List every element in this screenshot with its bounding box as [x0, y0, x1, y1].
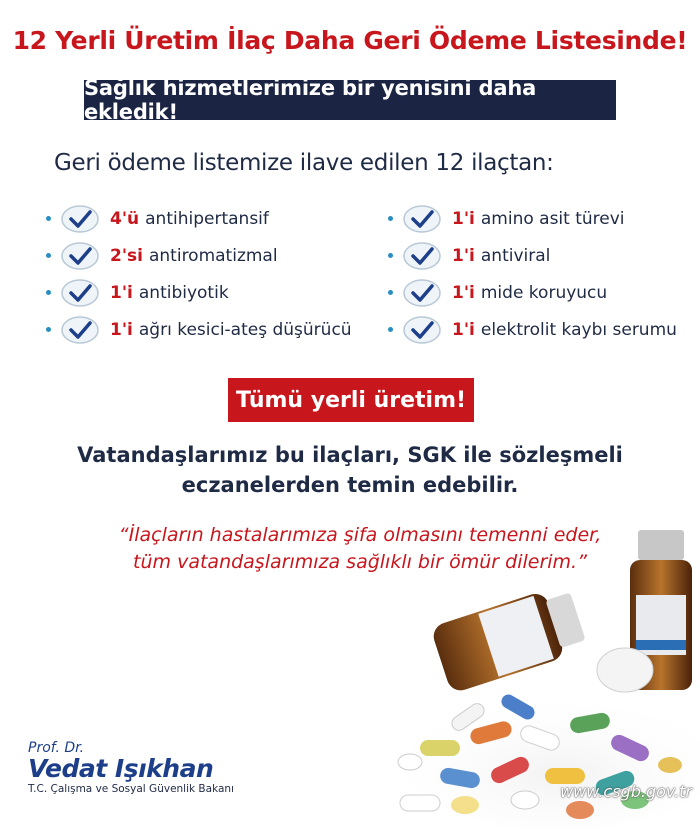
signature: [28, 740, 234, 795]
info-text: [0, 440, 700, 500]
highlight-banner: [228, 378, 474, 422]
item-label: antihipertansif: [145, 208, 269, 229]
page-title: 12 Yerli Üretim İlaç Daha Geri Ödeme Listesinde!: [12, 26, 688, 55]
info-line-1: Vatandaşlarımız bu ilaçları, SGK ile sözleşmeli: [77, 443, 623, 467]
item-count: 2'si: [110, 245, 143, 266]
intro-text: Geri ödeme listemize ilave edilen 12 ilaçtan:: [54, 150, 554, 176]
check-icon: [402, 204, 442, 234]
check-icon: [402, 278, 442, 308]
signature-title: Prof. Dr.: [28, 740, 85, 756]
check-icon: [402, 315, 442, 345]
quote-line-1: “İlaçların hastalarımıza şifa olmasını temenni eder,: [118, 524, 602, 546]
item-count: 4'ü: [110, 208, 140, 229]
pills-illustration: [380, 500, 700, 828]
bullet-dots: [384, 290, 396, 295]
bullet-dots: [42, 253, 54, 258]
check-icon: [60, 278, 100, 308]
subtitle-banner: [84, 76, 616, 124]
signature-name: Vedat Işıkhan: [28, 754, 214, 783]
item-label: mide koruyucu: [480, 282, 608, 303]
subtitle-text: Sağlık hizmetlerimize bir yenisini daha ekledik!: [84, 76, 537, 124]
check-icon: [60, 204, 100, 234]
item-label: antibiyotik: [138, 282, 229, 303]
check-icon: [60, 241, 100, 271]
website-url: www.csgb.gov.tr: [560, 782, 692, 801]
left-drug-list: [42, 200, 352, 348]
quote-line-2: tüm vatandaşlarımıza sağlıklı bir ömür dilerim.”: [133, 551, 587, 573]
item-count: 1'i: [452, 282, 475, 303]
list-item: [384, 200, 677, 237]
item-count: 1'i: [452, 208, 475, 229]
list-item: [384, 274, 677, 311]
item-label: antiromatizmal: [148, 245, 278, 266]
item-count: 1'i: [110, 319, 133, 340]
right-drug-list: [384, 200, 677, 348]
list-item: [384, 237, 677, 274]
info-line-2: eczanelerden temin edebilir.: [181, 473, 519, 497]
check-icon: [60, 315, 100, 345]
bullet-dots: [42, 290, 54, 295]
list-item: [42, 274, 352, 311]
item-label: ağrı kesici-ateş düşürücü: [138, 319, 352, 340]
list-item: [42, 311, 352, 348]
bullet-dots: [384, 253, 396, 258]
item-label: elektrolit kaybı serumu: [480, 319, 677, 340]
highlight-text: Tümü yerli üretim!: [235, 387, 467, 413]
list-item: [42, 200, 352, 237]
list-item: [42, 237, 352, 274]
bullet-dots: [384, 327, 396, 332]
item-label: amino asit türevi: [480, 208, 625, 229]
bullet-dots: [384, 216, 396, 221]
item-label: antiviral: [480, 245, 551, 266]
check-icon: [402, 241, 442, 271]
bullet-dots: [42, 216, 54, 221]
item-count: 1'i: [452, 319, 475, 340]
signature-role: T.C. Çalışma ve Sosyal Güvenlik Bakanı: [28, 783, 234, 795]
list-item: [384, 311, 677, 348]
item-count: 1'i: [110, 282, 133, 303]
bullet-dots: [42, 327, 54, 332]
item-count: 1'i: [452, 245, 475, 266]
